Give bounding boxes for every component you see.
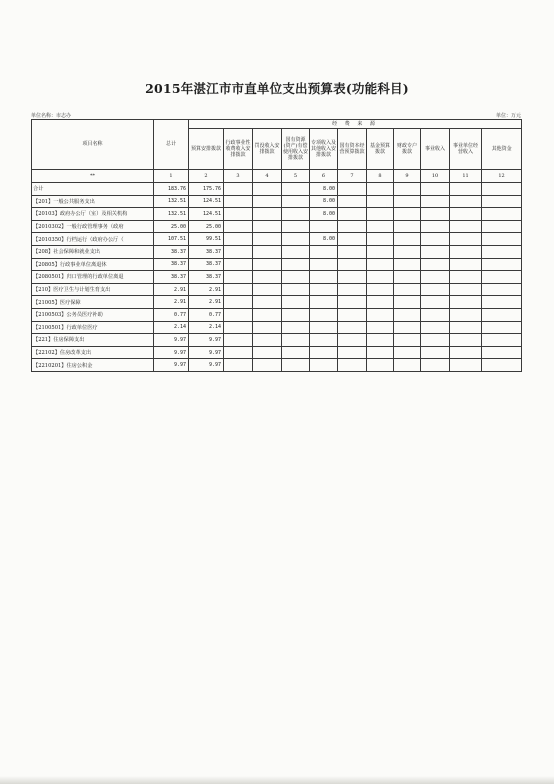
row-special-income: 8.00 (310, 208, 338, 221)
row-name: 【20805】行政事业单位离退休 (32, 258, 154, 271)
empty-cell (224, 308, 253, 321)
empty-cell (421, 334, 450, 347)
row-special-income (310, 359, 338, 372)
budget-table (31, 119, 522, 372)
column-index-cell: 11 (450, 170, 482, 183)
empty-cell (253, 245, 282, 258)
table-row (32, 296, 522, 309)
row-budget-allocation: 175.76 (189, 183, 224, 196)
empty-cell (421, 183, 450, 196)
empty-cell (224, 183, 253, 196)
empty-cell (253, 258, 282, 271)
row-special-income (310, 308, 338, 321)
scan-bottom-edge (0, 776, 554, 784)
unit-name-label: 单位名称：市志办 (31, 113, 72, 119)
empty-cell (482, 321, 522, 334)
row-special-income: 8.00 (310, 233, 338, 246)
row-special-income (310, 245, 338, 258)
table-row (32, 359, 522, 372)
empty-cell (224, 346, 253, 359)
row-total: 38.37 (154, 271, 189, 284)
row-budget-allocation: 124.51 (189, 208, 224, 221)
empty-cell (482, 308, 522, 321)
empty-cell (482, 183, 522, 196)
empty-cell (338, 296, 367, 309)
empty-cell (367, 296, 394, 309)
row-special-income (310, 296, 338, 309)
empty-cell (367, 346, 394, 359)
empty-cell (253, 334, 282, 347)
empty-cell (482, 359, 522, 372)
column-index-cell: 7 (338, 170, 367, 183)
row-budget-allocation: 0.77 (189, 308, 224, 321)
row-name: 【21005】医疗保障 (32, 296, 154, 309)
empty-cell (282, 233, 310, 246)
empty-cell (224, 233, 253, 246)
header-project-name: 项目名称 (32, 120, 154, 170)
row-total: 183.76 (154, 183, 189, 196)
empty-cell (367, 245, 394, 258)
empty-cell (482, 233, 522, 246)
empty-cell (253, 346, 282, 359)
row-special-income: 8.00 (310, 195, 338, 208)
row-total: 9.97 (154, 334, 189, 347)
empty-cell (367, 208, 394, 221)
header-funding-source: 经 费 来 源 (189, 120, 522, 129)
empty-cell (450, 195, 482, 208)
header-col-2: 预算安排拨款 (189, 129, 224, 170)
empty-cell (421, 321, 450, 334)
header-col-5: 国有资源(资产)有偿使用收入安排拨款 (282, 129, 310, 170)
column-index-cell: 9 (394, 170, 421, 183)
row-budget-allocation: 124.51 (189, 195, 224, 208)
empty-cell (482, 334, 522, 347)
header-col-6: 专项收入及其他收入安排拨款 (310, 129, 338, 170)
empty-cell (282, 220, 310, 233)
row-special-income (310, 220, 338, 233)
empty-cell (394, 334, 421, 347)
empty-cell (421, 283, 450, 296)
column-index-cell: 10 (421, 170, 450, 183)
table-row (32, 245, 522, 258)
empty-cell (282, 258, 310, 271)
table-row (32, 233, 522, 246)
empty-cell (394, 308, 421, 321)
empty-cell (450, 183, 482, 196)
empty-cell (482, 296, 522, 309)
empty-cell (421, 258, 450, 271)
row-special-income (310, 258, 338, 271)
empty-cell (367, 321, 394, 334)
empty-cell (394, 271, 421, 284)
empty-cell (338, 346, 367, 359)
empty-cell (282, 208, 310, 221)
row-total: 38.37 (154, 245, 189, 258)
empty-cell (421, 308, 450, 321)
empty-cell (224, 321, 253, 334)
row-total: 107.51 (154, 233, 189, 246)
empty-cell (282, 359, 310, 372)
empty-cell (338, 321, 367, 334)
empty-cell (394, 245, 421, 258)
empty-cell (338, 195, 367, 208)
column-index-cell: 6 (310, 170, 338, 183)
header-total: 总计 (154, 120, 189, 170)
empty-cell (394, 233, 421, 246)
empty-cell (367, 308, 394, 321)
table-row (32, 195, 522, 208)
empty-cell (394, 359, 421, 372)
table-row (32, 308, 522, 321)
empty-cell (253, 321, 282, 334)
empty-cell (224, 195, 253, 208)
row-total: 2.91 (154, 283, 189, 296)
empty-cell (282, 245, 310, 258)
empty-cell (450, 208, 482, 221)
empty-cell (482, 346, 522, 359)
empty-cell (338, 258, 367, 271)
table-row (32, 346, 522, 359)
empty-cell (421, 346, 450, 359)
empty-cell (394, 183, 421, 196)
column-index-row (32, 170, 522, 183)
empty-cell (421, 245, 450, 258)
header-col-10: 事业收入 (421, 129, 450, 170)
empty-cell (224, 283, 253, 296)
empty-cell (282, 321, 310, 334)
empty-cell (482, 258, 522, 271)
row-name: 【2010350】行档运行（政府办公厅（ (32, 233, 154, 246)
empty-cell (450, 334, 482, 347)
row-name: 【208】社会保障和就业支出 (32, 245, 154, 258)
empty-cell (421, 195, 450, 208)
empty-cell (338, 233, 367, 246)
empty-cell (224, 220, 253, 233)
row-special-income (310, 321, 338, 334)
empty-cell (282, 296, 310, 309)
row-total: 0.77 (154, 308, 189, 321)
empty-cell (394, 208, 421, 221)
empty-cell (394, 346, 421, 359)
row-budget-allocation: 9.97 (189, 334, 224, 347)
empty-cell (367, 283, 394, 296)
empty-cell (450, 346, 482, 359)
empty-cell (367, 195, 394, 208)
row-total: 2.14 (154, 321, 189, 334)
empty-cell (482, 195, 522, 208)
column-index-cell: 8 (367, 170, 394, 183)
table-row (32, 334, 522, 347)
row-budget-allocation: 2.91 (189, 283, 224, 296)
column-index-cell: 4 (253, 170, 282, 183)
row-budget-allocation: 2.14 (189, 321, 224, 334)
column-index-cell: 3 (224, 170, 253, 183)
column-index-cell: ** (32, 170, 154, 183)
empty-cell (367, 258, 394, 271)
empty-cell (450, 296, 482, 309)
row-budget-allocation: 99.51 (189, 233, 224, 246)
empty-cell (394, 283, 421, 296)
empty-cell (450, 359, 482, 372)
empty-cell (253, 359, 282, 372)
column-index-cell: 1 (154, 170, 189, 183)
header-col-8: 基金预算拨款 (367, 129, 394, 170)
row-name: 【22102】住房改革支出 (32, 346, 154, 359)
currency-unit-label: 单位：万元 (495, 113, 521, 119)
empty-cell (253, 233, 282, 246)
empty-cell (282, 308, 310, 321)
row-special-income (310, 334, 338, 347)
header-col-3: 行政事业性收费收入安排拨款 (224, 129, 253, 170)
empty-cell (253, 183, 282, 196)
empty-cell (482, 208, 522, 221)
empty-cell (338, 220, 367, 233)
table-row (32, 321, 522, 334)
row-total: 25.00 (154, 220, 189, 233)
row-budget-allocation: 38.37 (189, 258, 224, 271)
row-name: 【2100501】行政单位医疗 (32, 321, 154, 334)
header-group-row (32, 120, 522, 129)
empty-cell (224, 258, 253, 271)
empty-cell (367, 334, 394, 347)
empty-cell (450, 283, 482, 296)
empty-cell (338, 183, 367, 196)
empty-cell (253, 283, 282, 296)
row-name: 【20103】政府办公厅（室）及相关机构 (32, 208, 154, 221)
table-row (32, 271, 522, 284)
row-special-income (310, 346, 338, 359)
empty-cell (224, 245, 253, 258)
empty-cell (450, 233, 482, 246)
empty-cell (338, 283, 367, 296)
row-total: 2.91 (154, 296, 189, 309)
column-index-cell: 5 (282, 170, 310, 183)
row-budget-allocation: 2.91 (189, 296, 224, 309)
column-index-cell: 2 (189, 170, 224, 183)
empty-cell (394, 321, 421, 334)
empty-cell (394, 195, 421, 208)
row-name: 【201】一般公共服务支出 (32, 195, 154, 208)
row-name: 【2080501】归口管理的行政单位离退 (32, 271, 154, 284)
row-name: 【2100503】公务员医疗补助 (32, 308, 154, 321)
empty-cell (482, 220, 522, 233)
empty-cell (450, 271, 482, 284)
row-special-income: 8.00 (310, 183, 338, 196)
empty-cell (224, 334, 253, 347)
empty-cell (450, 308, 482, 321)
empty-cell (224, 296, 253, 309)
row-budget-allocation: 38.37 (189, 245, 224, 258)
empty-cell (338, 271, 367, 284)
empty-cell (253, 296, 282, 309)
empty-cell (253, 220, 282, 233)
table-row (32, 183, 522, 196)
header-col-9: 财政专户拨款 (394, 129, 421, 170)
table-row (32, 283, 522, 296)
empty-cell (421, 208, 450, 221)
table-row (32, 208, 522, 221)
empty-cell (338, 245, 367, 258)
empty-cell (421, 271, 450, 284)
empty-cell (367, 359, 394, 372)
empty-cell (224, 271, 253, 284)
empty-cell (224, 208, 253, 221)
row-total: 132.51 (154, 195, 189, 208)
row-name: 合计 (32, 183, 154, 196)
empty-cell (367, 233, 394, 246)
table-row (32, 258, 522, 271)
empty-cell (367, 220, 394, 233)
row-name: 【210】医疗卫生与计划生育支出 (32, 283, 154, 296)
row-total: 132.51 (154, 208, 189, 221)
empty-cell (421, 220, 450, 233)
row-special-income (310, 283, 338, 296)
empty-cell (394, 220, 421, 233)
empty-cell (253, 195, 282, 208)
empty-cell (482, 245, 522, 258)
empty-cell (450, 258, 482, 271)
empty-cell (394, 258, 421, 271)
empty-cell (338, 208, 367, 221)
empty-cell (421, 359, 450, 372)
empty-cell (394, 296, 421, 309)
empty-cell (282, 183, 310, 196)
row-name: 【2210201】住房公积金 (32, 359, 154, 372)
row-budget-allocation: 9.97 (189, 359, 224, 372)
empty-cell (450, 220, 482, 233)
empty-cell (253, 308, 282, 321)
header-col-7: 国有资本经营预算拨款 (338, 129, 367, 170)
table-row (32, 220, 522, 233)
header-col-11: 事业单位经营收入 (450, 129, 482, 170)
empty-cell (282, 283, 310, 296)
empty-cell (224, 359, 253, 372)
empty-cell (338, 308, 367, 321)
row-budget-allocation: 25.00 (189, 220, 224, 233)
row-total: 9.97 (154, 346, 189, 359)
column-index-cell: 12 (482, 170, 522, 183)
empty-cell (450, 245, 482, 258)
empty-cell (421, 296, 450, 309)
empty-cell (282, 271, 310, 284)
row-name: 【2010302】一般行政管理事务（政府 (32, 220, 154, 233)
empty-cell (282, 334, 310, 347)
empty-cell (367, 183, 394, 196)
empty-cell (282, 346, 310, 359)
empty-cell (253, 208, 282, 221)
empty-cell (450, 321, 482, 334)
row-name: 【221】住房保障支出 (32, 334, 154, 347)
row-special-income (310, 271, 338, 284)
row-total: 38.37 (154, 258, 189, 271)
row-budget-allocation: 9.97 (189, 346, 224, 359)
empty-cell (282, 195, 310, 208)
empty-cell (253, 271, 282, 284)
empty-cell (421, 233, 450, 246)
page-title: 2015年湛江市市直单位支出预算表(功能科目) (145, 81, 409, 96)
row-budget-allocation: 38.37 (189, 271, 224, 284)
empty-cell (482, 271, 522, 284)
empty-cell (367, 271, 394, 284)
empty-cell (338, 359, 367, 372)
empty-cell (482, 283, 522, 296)
header-col-12: 其他资金 (482, 129, 522, 170)
row-total: 9.97 (154, 359, 189, 372)
header-col-4: 罚没收入安排拨款 (253, 129, 282, 170)
empty-cell (338, 334, 367, 347)
